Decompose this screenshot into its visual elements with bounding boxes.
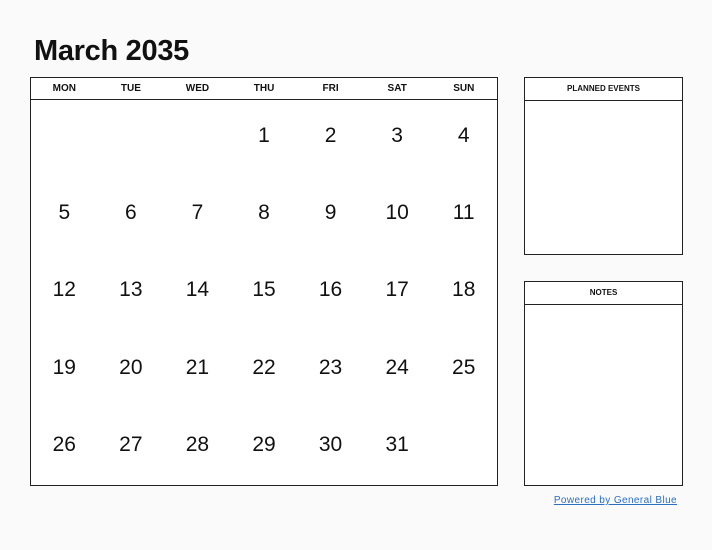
day-cell: 14 [185,278,210,302]
day-cell: 16 [318,278,343,302]
day-cell: 1 [258,124,270,147]
planned-events-header: PLANNED EVENTS [525,78,682,101]
day-cell: 8 [258,201,270,225]
day-cell: 24 [385,355,409,379]
day-cell: 28 [185,432,210,456]
day-cell: 6 [125,201,137,225]
weekday-wednesday: WED [185,83,210,94]
day-cell: 17 [385,278,409,302]
day-cell: 30 [318,432,343,456]
day-cell: 23 [318,355,343,379]
day-cell: 9 [324,201,337,225]
day-cell: 10 [385,201,409,225]
notes-panel [524,281,683,486]
weekday-sunday: SUN [453,83,475,94]
day-cell: 3 [391,124,403,147]
day-cell: 29 [252,432,276,456]
empty-day-cell [164,100,231,177]
weekday-tuesday: TUE [120,83,141,94]
empty-day-cell [31,100,98,177]
day-cell: 19 [52,355,76,379]
day-cell: 11 [452,201,475,225]
day-cell: 2 [324,124,337,147]
day-cell: 27 [119,432,143,456]
weekday-thursday: THU [253,83,275,94]
day-cell: 7 [191,201,204,225]
weekday-friday: FRI [322,83,339,94]
day-cell: 12 [52,278,76,302]
day-cell: 21 [185,355,210,379]
day-cell: 22 [252,355,276,379]
notes-header: NOTES [525,282,682,305]
day-cell: 5 [58,201,71,225]
day-cell: 18 [452,278,476,302]
weekday-header-row [31,78,497,100]
empty-day-cell [430,409,497,486]
page-title: March 2035 [34,35,189,67]
weekday-monday: MON [52,83,76,94]
day-cell: 20 [119,355,143,379]
day-cell: 25 [452,355,476,379]
day-cell: 26 [52,432,76,456]
empty-day-cell [98,100,165,177]
day-cell: 15 [252,278,276,302]
planned-events-panel [524,77,683,255]
month-calendar [30,77,498,486]
powered-by-link[interactable]: Powered by General Blue [553,495,677,506]
day-cell: 31 [385,432,409,456]
day-cell: 13 [119,278,143,302]
day-grid [31,100,497,486]
weekday-saturday: SAT [387,83,407,94]
day-cell: 4 [457,124,470,147]
